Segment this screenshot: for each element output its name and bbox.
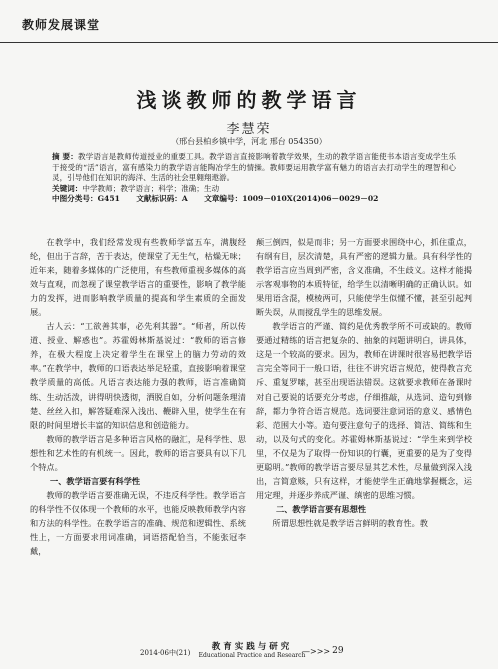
body-column-left [30,235,246,558]
article-author: 李慧荣 [226,122,272,137]
column-label: 教师发展课堂 [22,18,101,32]
paragraph: 在教学中，我们经常发现有些教师学富五车，满腹经纶，但出于言辞，苦于表达，使课堂了无生气，枯燥无味；近年来，随着多媒体的广泛使用，有些教师重视多媒体的高效与直观，而忽视了课堂教学语言的重要性，影响了教学能力的发挥，进而影响教学质量的提高和学生素质的全面发展。 [30,237,246,318]
classification-codes [52,194,456,205]
doc-code: 文献标识码：A [136,194,188,204]
paragraph: 古人云：“工欲善其事，必先利其器”。“师者，所以传道、授业、解惑也”。苏霍姆林斯基说过：“教师的语言修养，在极大程度上决定着学生在课堂上的脑力劳动的效率。”在教学中，教师的口语表达举足轻重，直接影响着课堂教学质量的高低。凡语言表达能力强的教师，语言准确简练、生动活泼，讲得明快透彻，洒脱自如，分析问题条理清楚、丝丝入扣，解答疑难深入浅出、鞭辟入里，使学生在有限的时间里增长丰富的知识信息和创造能力。 [30,321,246,430]
section-heading: 二、教学语言要有思想性 [276,503,367,514]
article-title: 浅谈教师的教学语言 [136,88,362,112]
paragraph: 教学语言的严谨、简约是优秀教学所不可或缺的。教师要通过精练的语言把复杂的、抽象的问题讲明白，讲具体，这是一个较高的要求。因为，教师在讲课时很容易把教学语言完全等同于一般口语，往往不讲究语言规范，使得教言充斥、重复罗嗦，甚至出现语法错误。这就要求教师在备课时对自己要说的话要充分考虑，仔细推敲，从选词、造句到修辞，都力争符合语言规范。选词要注意词语的意义、感情色彩、范围大小等。造句要注意句子的选择、简洁、简练和生动，以及句式的变化。苏霍姆林斯基说过：“学生来到学校里，不仅是为了取得一份知识的行囊，更重要的是为了变得更聪明。”教师的教学语言要尽显其艺术性，尽量做到深入浅出，言简意赅，只有这样，才能使学生正确地掌握概念，运用定理，并逐步养成严谨、缜密的思维习惯。 [256,321,472,500]
journal-name-en: Educational Practice and Research [198,652,306,659]
abstract [52,152,456,184]
author-affiliation: （邢台县柏乡镇中学，河北 邢台 054350） [171,137,327,146]
paragraph: 颠三倒四，似是而非；另一方面要求围绕中心，抓住重点，有纲有目，层次清楚，具有严密的逻辑力量。具有科学性的教学语言应当周到严密，含义准确，不生歧义。这样才能揭示客观事物的本质特征，给学生以清晰明确的正确认识。如果用语含混，模棱两可，只能使学生似懂不懂，甚至引起判断失误，从而搅乱学生的思维发展。 [256,237,472,318]
paragraph: 所谓思想性就是教学语言鲜明的教育性。教 [272,517,428,528]
paragraph: 教师的教学语言要准确无误，不违反科学性。教学语言的科学性不仅体现一个教师的水平，也能反映教师教学内容和方法的科学性。在教学语言的准确、规范和逻辑性、系统性上，一方面要求用词准确，词语搭配恰当，不能张冠李戴， [30,489,246,557]
section-heading: 一、教学语言要有科学性 [50,475,141,486]
journal-name-cn: 教育实践与研究 [211,642,293,652]
paragraph: 教师的教学语言是多种语言风格的融汇，是科学性、思想性和艺术性的有机统一。因此，教师的语言要具有以下几个特点。 [30,433,246,472]
header-rule [0,42,498,43]
clc-code: 中图分类号：G451 [52,194,120,204]
keywords [52,184,456,195]
arrow-icon: —>>> [302,646,331,656]
page-header [0,0,498,46]
keywords-label: 关键词： [52,183,83,193]
page-footer [0,636,498,660]
abstract-text: 教学语言是教师传道授业的重要工具。教学语言直接影响着教学效果，生动的教学语言能使书本语言变成学生乐于接受的“活”语言，富有感染力的教学语言能陶冶学生的情操。教师要运用教学富有魅力的语言去打动学生的理智和心灵，引导他们在知识的海洋、生活的社会里翱翔遨游。 [52,152,456,183]
journal-name [192,640,312,659]
keywords-text: 中学教师；教学语言；科学；准确；生动 [82,183,220,193]
issue-date: 2014·06中(21) [140,649,191,657]
page-number: 29 [332,646,344,656]
article-meta [52,152,456,205]
page-number-block [302,646,344,656]
abstract-label: 摘 要： [52,152,78,161]
article-id: 文章编号：1009－010X(2014)06－0029－02 [204,194,379,204]
body-column-right [256,235,472,530]
